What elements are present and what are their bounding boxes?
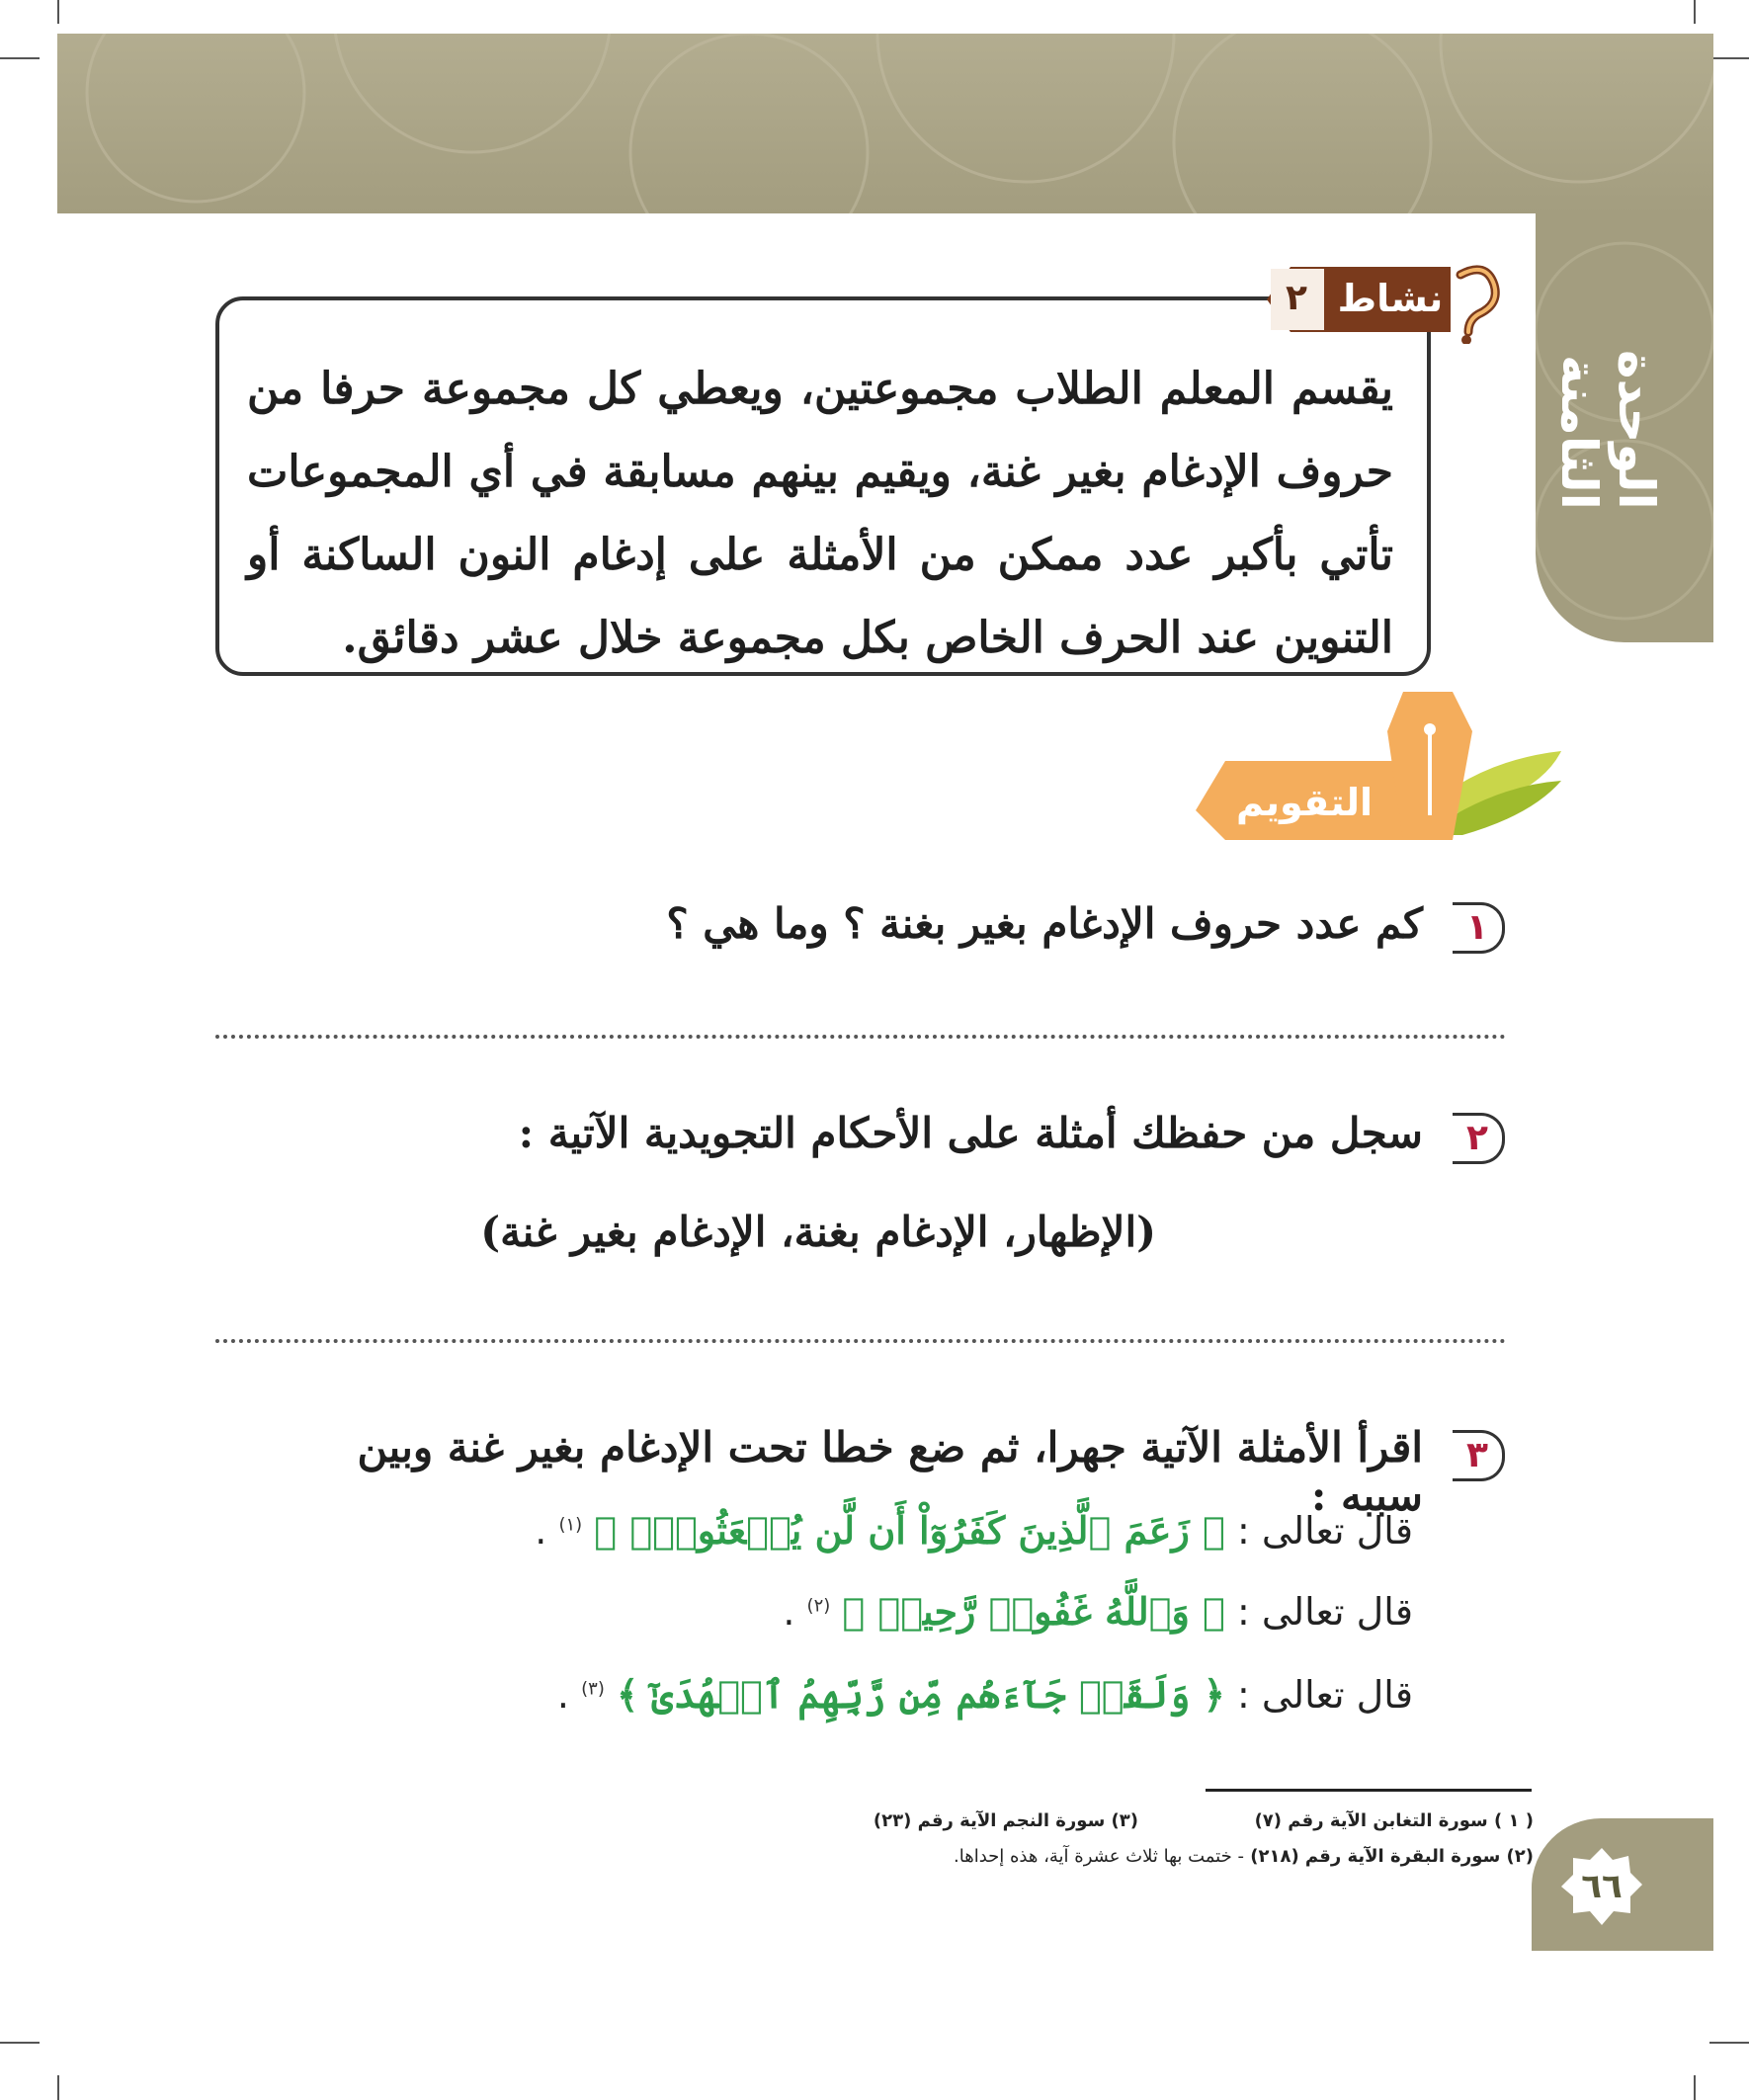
footnote-3: (٣) سورة النجم الآية رقم (٢٣): [873, 1810, 1138, 1831]
footnote-1: ( ١ ) سورة التغابن الآية رقم (٧): [1254, 1810, 1534, 1831]
verse-footnote-ref: (٢): [806, 1595, 831, 1617]
verse-line-1: [535, 1508, 1413, 1553]
footnote-2-source: (٢) سورة البقرة الآية رقم (٢١٨): [1250, 1846, 1534, 1867]
verse-footnote-ref: (٣): [581, 1678, 605, 1700]
verse-end: .: [556, 1673, 570, 1717]
answer-line-2: [215, 1339, 1506, 1343]
crop-mark: [0, 57, 40, 59]
question-subtext-2: (الإظهار، الإدغام بغنة، الإدغام بغير غنة): [480, 1208, 1156, 1256]
question-number-3: ٣: [1453, 1430, 1505, 1481]
crop-mark: [57, 0, 59, 24]
verse-footnote-ref: (١): [558, 1514, 583, 1536]
unit-title: الوحدة الثامنة: [1550, 350, 1665, 510]
page-number: ٦٦: [1581, 1867, 1623, 1906]
footnote-2: [954, 1846, 1534, 1867]
crop-mark: [57, 2075, 59, 2100]
evaluation-label: التقويم: [1235, 781, 1374, 824]
activity-badge-number: ٢: [1286, 278, 1307, 318]
question-number-1: ١: [1453, 902, 1505, 954]
footnote-rule: [1206, 1789, 1532, 1792]
answer-line-1: [215, 1035, 1506, 1039]
verse-prefix: قال تعالى :: [1236, 1673, 1413, 1717]
crop-mark: [1709, 2042, 1749, 2044]
verse-text: ﴿ زَعَمَ ٱلَّذِينَ كَفَرُوٓاْ أَن لَّن يُبۡعَثُواْۚ ﴾: [594, 1508, 1225, 1553]
activity-text: يقسم المعلم الطلاب مجموعتين، ويعطي كل مجموعة حرفا من حروف الإدغام بغير غنة، ويقيم بينهم مسابقة في أي المجموعات تأتي بأكبر عدد ممكن من الأمثلة على إدغام النون الساكنة أو التنوين عند الحرف الخاص بكل مجموعة خلال عشر دقائق.: [247, 364, 1393, 663]
verse-line-3: [557, 1672, 1413, 1717]
verse-end: .: [535, 1509, 547, 1553]
question-text-3: اقرأ الأمثلة الآتية جهرا، ثم ضع خطا تحت الإدغام بغير غنة وبين سببه :: [357, 1423, 1423, 1520]
crop-mark: [1694, 2075, 1696, 2100]
verse-prefix: قال تعالى :: [1236, 1590, 1413, 1634]
verse-text: ﴿ وَٱللَّهُ غَفُورٞ رَّحِيمٞ ﴾: [842, 1589, 1225, 1634]
verse-line-2: [783, 1589, 1413, 1634]
header-band: [57, 34, 1713, 213]
header-pattern: [57, 34, 1713, 213]
crop-mark: [0, 2042, 40, 2044]
footnote-2-note: - ختمت بها ثلاث عشرة آية، هذه إحداها.: [954, 1846, 1244, 1867]
question-number-2: ٢: [1453, 1113, 1505, 1164]
verse-prefix: قال تعالى :: [1236, 1509, 1413, 1553]
activity-badge-label: نشاط: [1337, 277, 1444, 320]
crop-mark: [1709, 57, 1749, 59]
crop-mark: [1694, 0, 1696, 24]
question-text-1: كم عدد حروف الإدغام بغير بغنة ؟ وما هي ؟: [666, 899, 1423, 948]
question-text-2: سجل من حفظك أمثلة على الأحكام التجويدية الآتية :: [518, 1109, 1423, 1157]
verse-text: ﴿ وَلَقَدۡ جَآءَهُم مِّن رَّبِّهِمُ ٱلۡهُدَىٰٓ ﴾: [616, 1672, 1225, 1717]
verse-end: .: [783, 1590, 795, 1634]
